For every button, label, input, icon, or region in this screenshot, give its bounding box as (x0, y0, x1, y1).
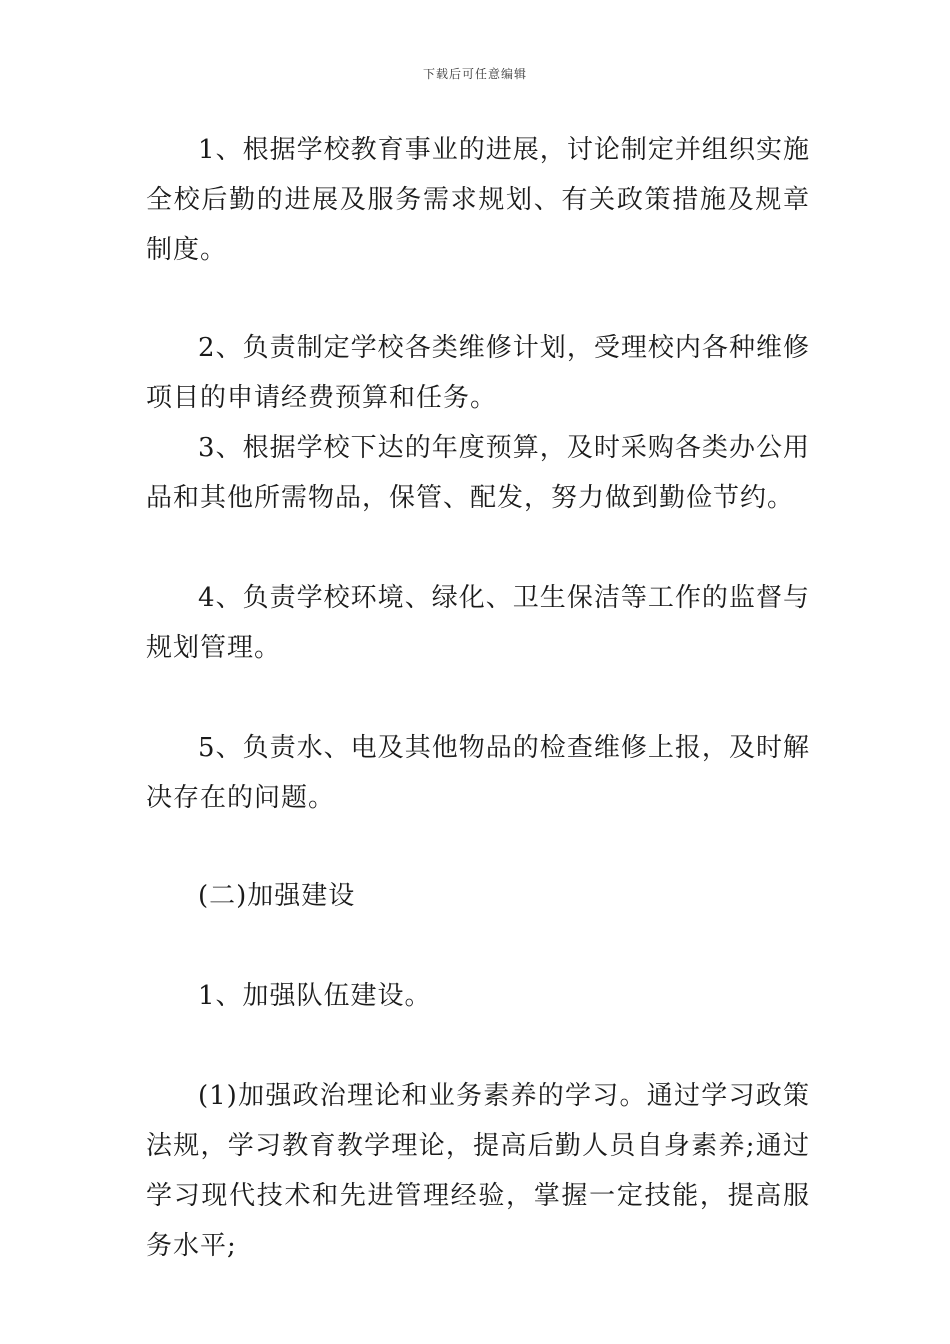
page-header: 下载后可任意编辑 (422, 67, 527, 81)
subsection-heading: 1、加强队伍建设。 (198, 981, 432, 1011)
paragraph-duty-5: 5、负责水、电及其他物品的检查维修上报，及时解决存在的问题。 (146, 733, 810, 813)
paragraph-duty-1: 1、根据学校教育事业的进展，讨论制定并组织实施全校后勤的进展及服务需求规划、有关政策措施及规章制度。 (146, 135, 810, 265)
paragraph-duty-4: 4、负责学校环境、绿化、卫生保洁等工作的监督与规划管理。 (146, 583, 810, 663)
paragraph-duty-2: 2、负责制定学校各类维修计划，受理校内各种维修项目的申请经费预算和任务。 (146, 333, 810, 413)
paragraph-duty-3: 3、根据学校下达的年度预算，及时采购各类办公用品和其他所需物品，保管、配发，努力做到勤俭节约。 (146, 433, 810, 513)
section-heading: (二)加强建设 (198, 881, 356, 911)
paragraph-study: (1)加强政治理论和业务素养的学习。通过学习政策法规，学习教育教学理论，提高后勤人员自身素养;通过学习现代技术和先进管理经验，掌握一定技能，提高服务水平; (146, 1081, 810, 1261)
